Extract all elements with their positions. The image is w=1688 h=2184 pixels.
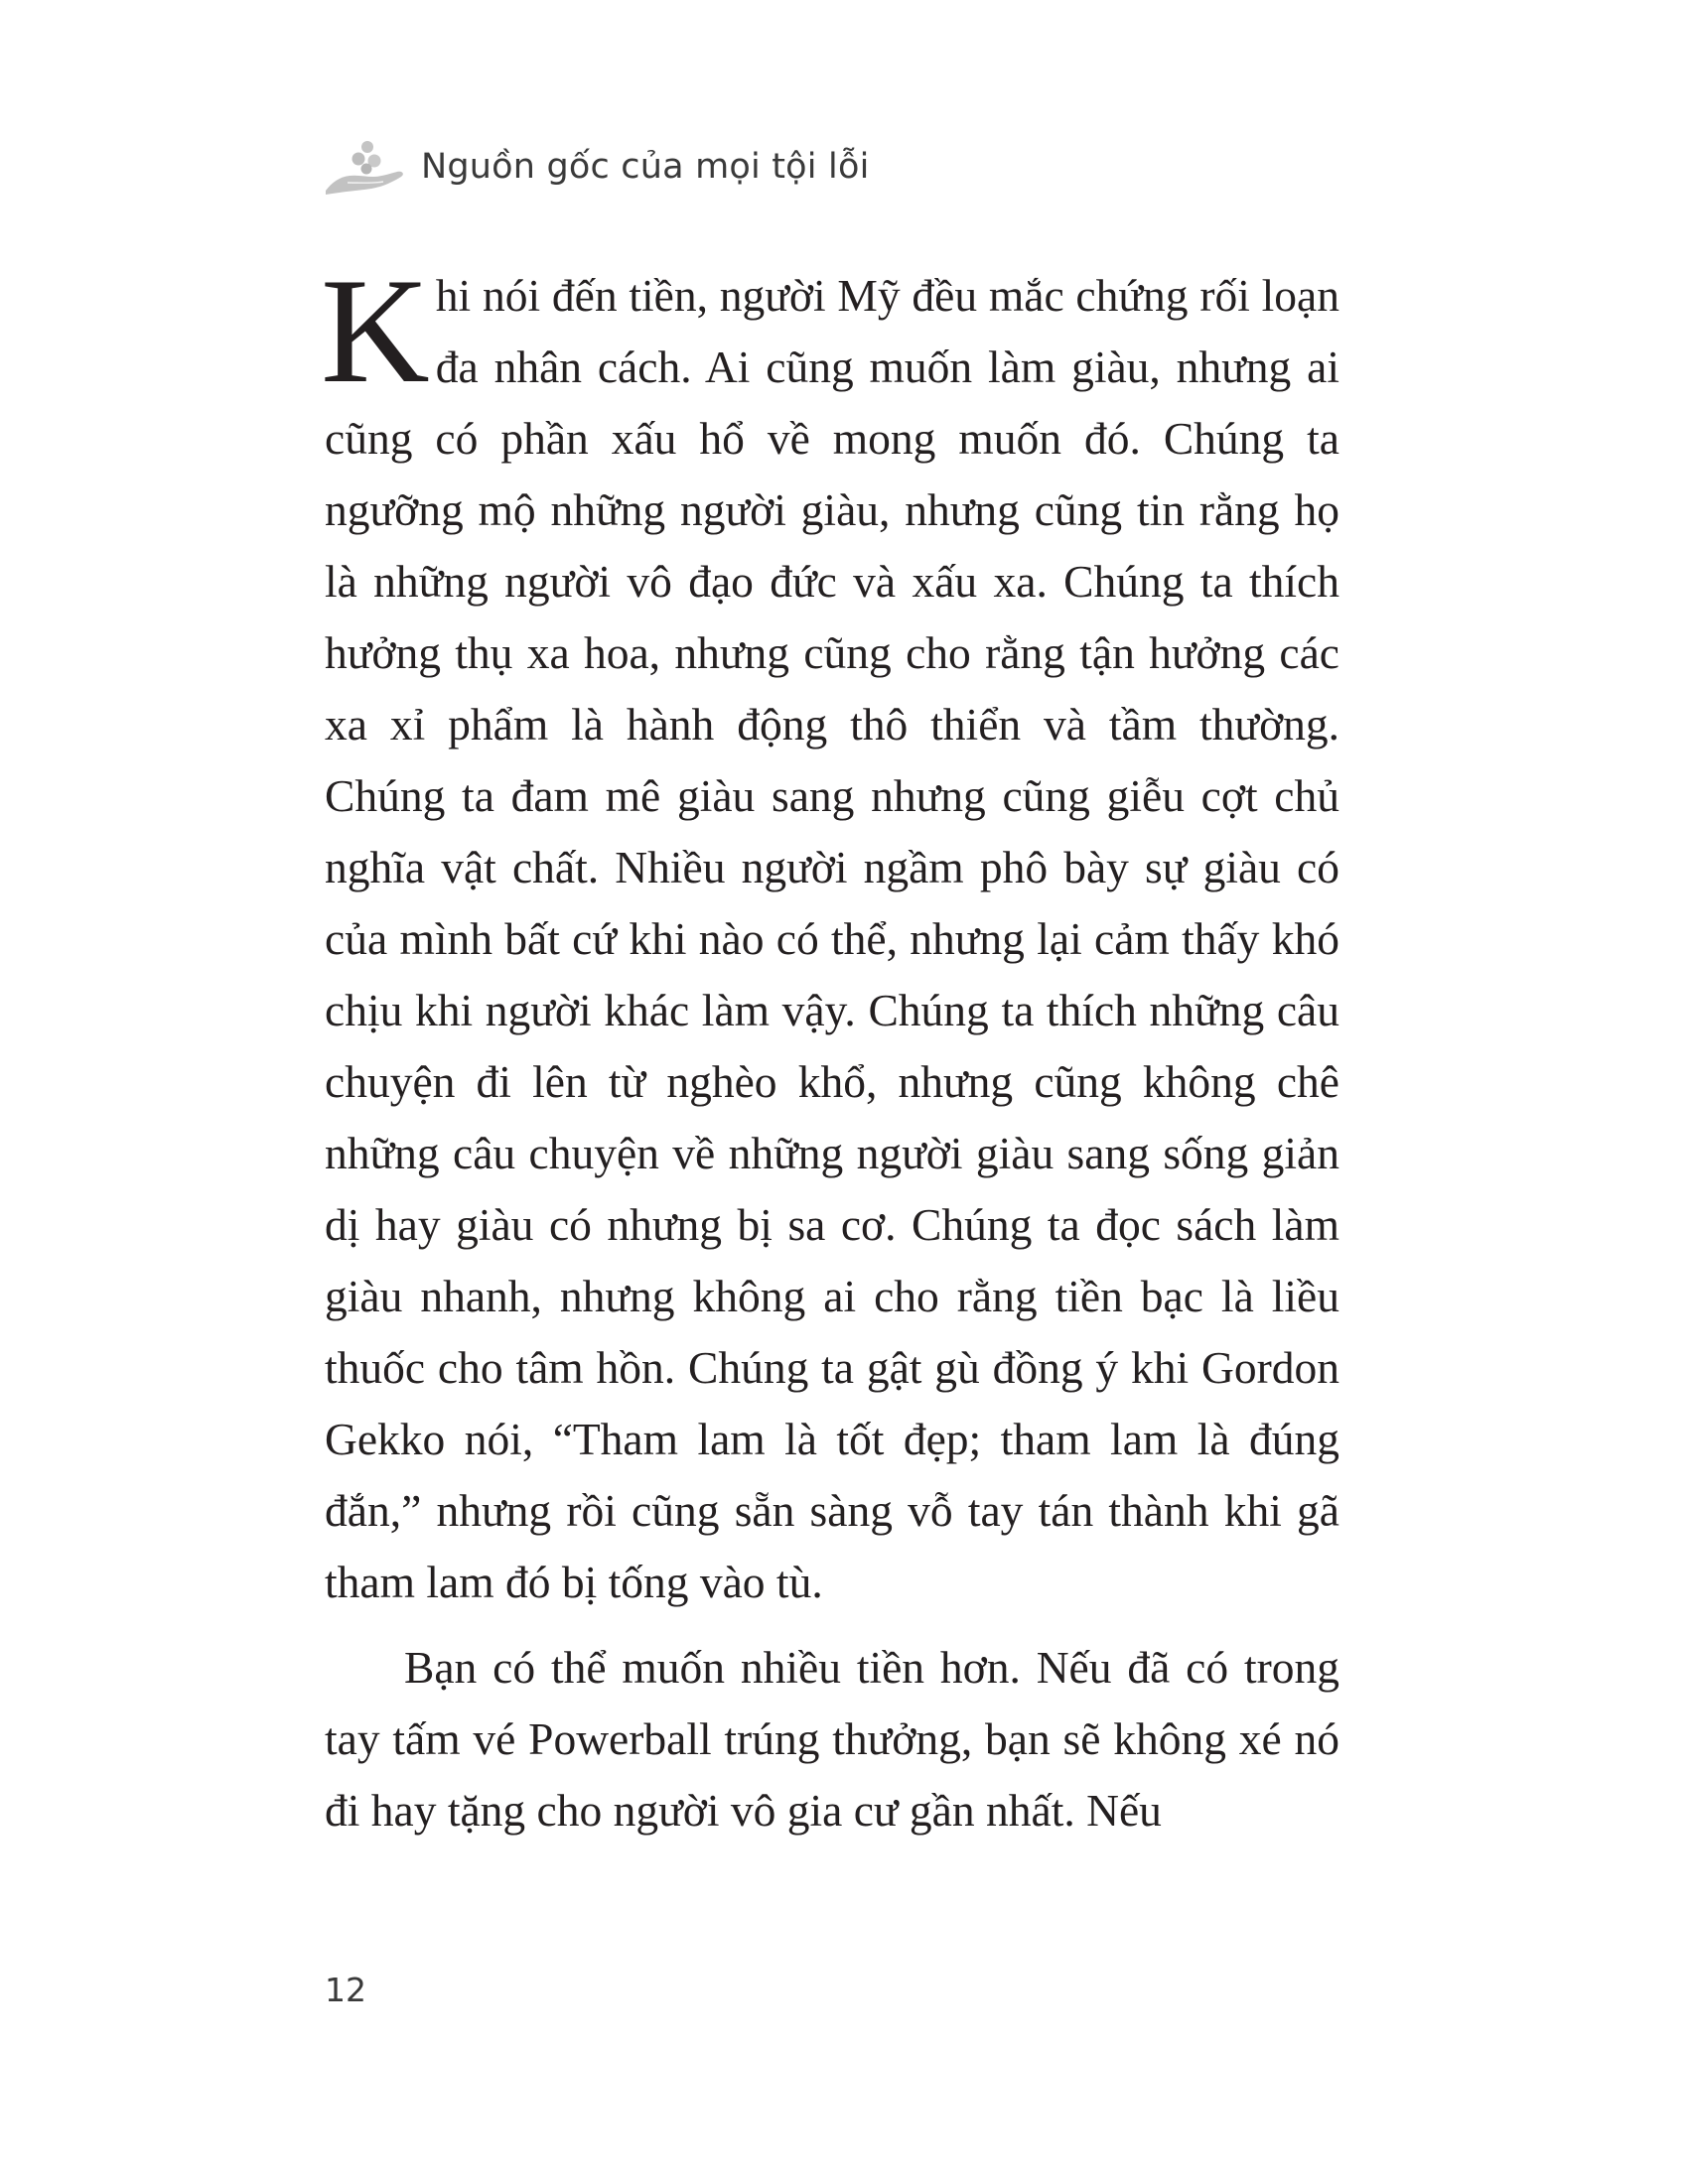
running-header-title: Nguồn gốc của mọi tội lỗi xyxy=(421,147,870,187)
running-header xyxy=(324,137,870,197)
drop-cap: K xyxy=(321,247,430,414)
paragraph-2: Bạn có thể muốn nhiều tiền hơn. Nếu đã có trong tay tấm vé Powerball trúng thưởng, bạn sẽ không xé nó đi hay tặng cho người vô gia cư gần nhất. Nếu xyxy=(325,1642,1339,1836)
paragraph-1 xyxy=(321,247,1339,1618)
page-number: 12 xyxy=(325,1971,366,2009)
body-text xyxy=(321,247,1339,1846)
paragraph-1-text: hi nói đến tiền, người Mỹ đều mắc chứng rối loạn đa nhân cách. Ai cũng muốn làm giàu, nhưng ai cũng có phần xấu hổ về mong muốn đó. Chúng ta ngưỡng mộ những người giàu, nhưng cũng tin rằng họ là những người vô đạo đức và xấu xa. Chúng ta thích hưởng thụ xa hoa, nhưng cũng cho rằng tận hưởng các xa xỉ phẩm là hành động thô thiển và tầm thường. Chúng ta đam mê giàu sang nhưng cũng giễu cợt chủ nghĩa vật chất. Nhiều người ngầm phô bày sự giàu có của mình bất cứ khi nào có thể, nhưng lại cảm thấy khó chịu khi người khác làm vậy. Chúng ta thích những câu chuyện đi lên từ nghèo khổ, nhưng cũng không chê những câu chuyện về những người giàu sang sống giản dị hay giàu có nhưng bị sa cơ. Chúng ta đọc sách làm giàu nhanh, nhưng không ai cho rằng tiền bạc là liều thuốc cho tâm hồn. Chúng ta gật gù đồng ý khi Gordon Gekko nói, “Tham lam là tốt đẹp; tham lam là đúng đắn,” nhưng rồi cũng sẵn sàng vỗ tay tán thành khi gã tham lam đó bị tống vào tù. xyxy=(325,270,1339,1607)
hand-holding-coins-icon xyxy=(324,139,407,195)
